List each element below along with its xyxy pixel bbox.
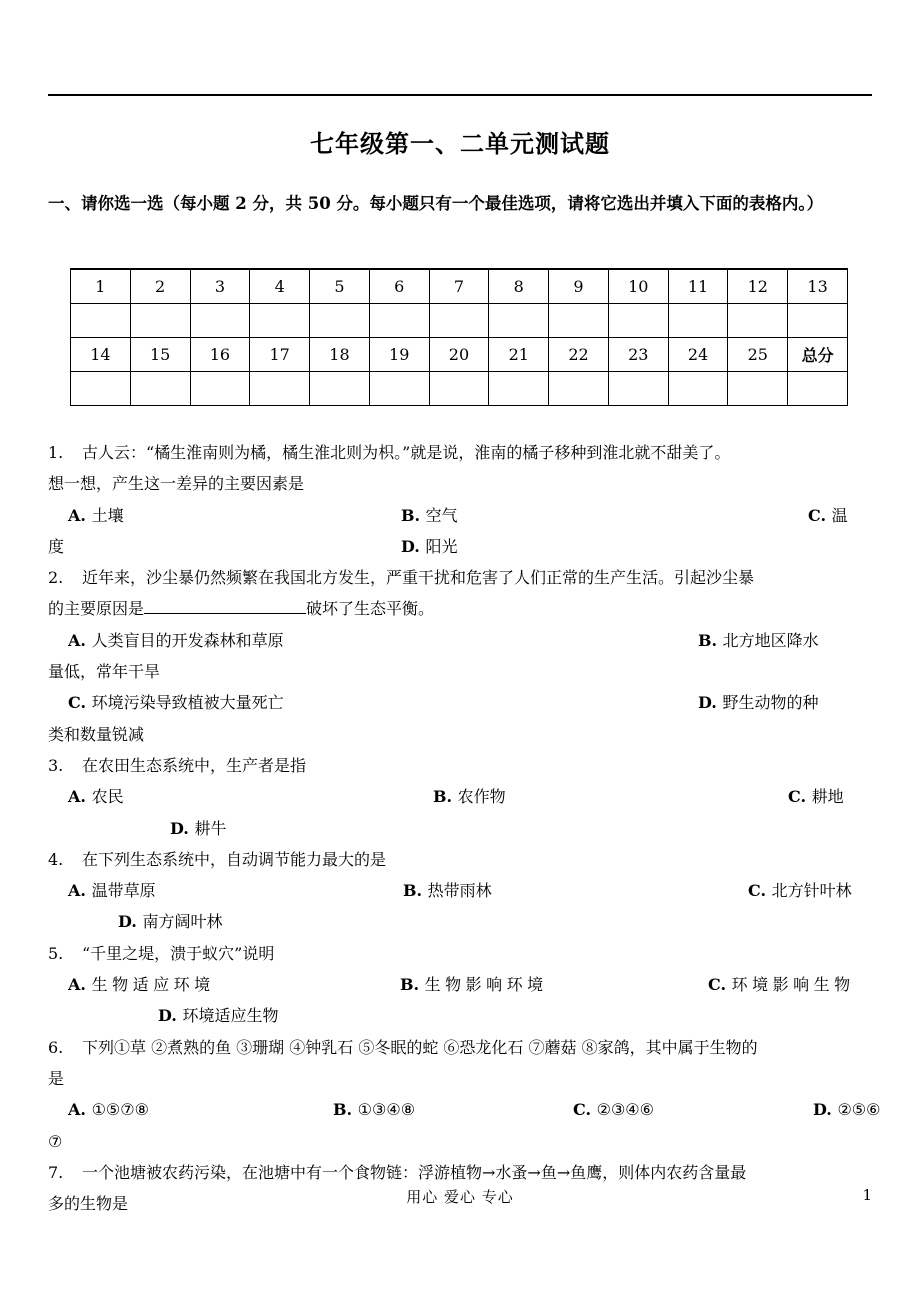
answer-cell[interactable] [549,304,609,338]
answer-cell[interactable] [788,372,848,406]
table-cell: 1 [71,269,131,304]
answer-cell[interactable] [429,304,489,338]
question-6-stem [48,1032,876,1063]
answer-cell[interactable] [250,372,310,406]
question-3-options-row1 [48,781,876,812]
footer-motto: 用心 爱心 专心 [406,1188,514,1206]
question-4-stem-line1: 在下列生态系统中，自动调节能力最大的是 [82,849,387,869]
question-5-option-c[interactable]: C. 环境影响生物 [708,975,855,995]
answer-sheet-table [70,268,848,406]
section-intro: 一、请你选一选（每小题 2 分，共 50 分。每小题只有一个最佳选项，请将它选出并填入下面的表格内。） [48,194,824,213]
question-2-option-b-continued: 量低，常年干旱 [48,662,161,682]
question-1-option-c[interactable]: C. 温 [808,505,848,525]
answer-cell[interactable] [549,372,609,406]
question-3-stem [48,750,876,781]
question-3 [48,750,876,844]
page-footer [0,1186,920,1212]
header-rule [48,94,872,96]
question-5-stem [48,938,876,969]
table-cell: 2 [130,269,190,304]
table-cell: 11 [668,269,728,304]
question-2-option-d[interactable]: D. 野生动物的种 [698,693,819,713]
table-cell: 21 [489,338,549,372]
question-1-stem-line2: 想一想，产生这一差异的主要因素是 [48,474,305,494]
question-6-stem-line2: 是 [48,1068,65,1088]
answer-cell[interactable] [728,372,788,406]
question-7-stem [48,1157,876,1188]
question-5-options-row1 [48,969,876,1000]
answer-cell[interactable] [369,304,429,338]
question-2-options-row1 [48,625,876,656]
table-cell: 3 [190,269,250,304]
question-2-option-b[interactable]: B. 北方地区降水 [698,630,819,650]
question-1-options-row2 [48,531,876,562]
question-4-option-b[interactable]: B. 热带雨林 [403,881,492,901]
questions-container [48,437,881,1219]
table-cell: 7 [429,269,489,304]
table-row [71,269,848,304]
table-cell: 23 [608,338,668,372]
footer-page-number: 1 [862,1186,872,1204]
question-2-stem [48,562,876,593]
answer-cell[interactable] [788,304,848,338]
table-cell: 8 [489,269,549,304]
question-6-option-d[interactable]: D. ②⑤⑥ [813,1100,881,1120]
question-3-option-a[interactable]: A. 农民 [68,787,124,807]
question-4-options-row2 [48,906,876,937]
table-row [71,372,848,406]
question-1-stem-line1: 古人云：“橘生淮南则为橘，橘生淮北则为枳。”就是说，淮南的橘子移种到淮北就不甜美了。 [82,443,731,462]
question-7-stem-line2: 多的生物是 [48,1194,129,1214]
question-2-fill-blank[interactable] [144,597,306,615]
table-cell: 25 [728,338,788,372]
answer-cell[interactable] [310,372,370,406]
question-3-options-row2 [48,813,876,844]
question-5-option-b[interactable]: B. 生物影响环境 [400,975,548,995]
table-row [71,304,848,338]
question-3-option-b[interactable]: B. 农作物 [433,787,506,807]
answer-cell[interactable] [608,372,668,406]
answer-cell[interactable] [71,304,131,338]
table-cell: 17 [250,338,310,372]
question-6 [48,1032,881,1157]
question-5-option-d[interactable]: D. 环境适应生物 [158,1006,279,1026]
question-2 [48,562,876,750]
question-6-option-d-continued: ⑦ [48,1131,63,1151]
question-3-number: 3. [48,755,64,775]
question-1-stem [48,437,876,468]
question-2-stem-line2-b: 破坏了生态平衡。 [306,599,435,619]
question-7-stem-line1: 一个池塘被农药污染，在池塘中有一个食物链：浮游植物→水蚤→鱼→鱼鹰，则体内农药含量最 [82,1162,747,1182]
question-1-options-row1 [48,500,876,531]
table-cell: 13 [788,269,848,304]
table-cell: 6 [369,269,429,304]
table-row [71,338,848,372]
answer-cell[interactable] [71,372,131,406]
question-4-stem [48,844,876,875]
question-3-option-c[interactable]: C. 耕地 [788,787,844,807]
question-6-stem-line1: 下列①草 ②煮熟的鱼 ③珊瑚 ④钟乳石 ⑤冬眠的蛇 ⑥恐龙化石 ⑦蘑菇 ⑧家鸽，其中属于生物的 [82,1037,758,1057]
answer-cell[interactable] [190,372,250,406]
question-4 [48,844,876,938]
question-4-option-d[interactable]: D. 南方阔叶林 [118,912,223,932]
answer-cell[interactable] [728,304,788,338]
question-3-stem-line1: 在农田生态系统中，生产者是指 [82,755,307,775]
table-cell: 5 [310,269,370,304]
question-6-option-c[interactable]: C. ②③④⑥ [573,1100,654,1120]
table-cell: 14 [71,338,131,372]
answer-cell[interactable] [310,304,370,338]
answer-cell[interactable] [489,304,549,338]
answer-cell[interactable] [608,304,668,338]
question-1-option-d[interactable]: D. 阳光 [401,536,458,556]
question-4-number: 4. [48,849,64,869]
question-1 [48,437,876,562]
question-2-stem-line1: 近年来，沙尘暴仍然频繁在我国北方发生，严重干扰和危害了人们正常的生产生活。引起沙尘暴 [82,568,755,588]
question-5-options-row2 [48,1000,876,1031]
question-6-number: 6. [48,1037,64,1057]
question-5-stem-line1: “千里之堤，溃于蚁穴”说明 [82,943,275,963]
question-2-options-row2 [48,687,876,718]
table-cell: 4 [250,269,310,304]
answer-cell[interactable] [190,304,250,338]
table-cell: 22 [549,338,609,372]
question-6-options-row1 [48,1094,881,1125]
question-5-number: 5. [48,943,64,963]
answer-cell[interactable] [668,304,728,338]
table-cell: 12 [728,269,788,304]
table-cell: 16 [190,338,250,372]
question-1-number: 1. [48,443,64,462]
question-5 [48,938,876,1032]
table-cell: 19 [369,338,429,372]
answer-cell[interactable] [130,372,190,406]
question-7-number: 7. [48,1162,64,1182]
question-2-option-c[interactable]: C. 环境污染导致植被大量死亡 [68,693,284,713]
question-6-option-b[interactable]: B. ①③④⑧ [333,1100,416,1120]
question-1-option-a[interactable]: A. 土壤 [68,505,124,525]
page-title: 七年级第一、二单元测试题 [310,129,610,158]
question-2-option-a[interactable]: A. 人类盲目的开发森林和草原 [68,630,284,650]
table-cell: 10 [608,269,668,304]
answer-cell[interactable] [250,304,310,338]
answer-cell[interactable] [668,372,728,406]
question-1-option-b[interactable]: B. 空气 [401,505,458,525]
answer-cell[interactable] [130,304,190,338]
question-5-option-a[interactable]: A. 生物适应环境 [68,975,215,995]
answer-cell[interactable] [429,372,489,406]
question-2-stem-line2-a: 的主要原因是 [48,599,145,619]
table-cell: 20 [429,338,489,372]
question-4-options-row1 [48,875,876,906]
table-cell: 24 [668,338,728,372]
question-2-number: 2. [48,568,64,588]
answer-cell[interactable] [489,372,549,406]
question-2-option-d-continued: 类和数量锐减 [48,724,145,744]
question-2-stem-line2 [48,593,876,624]
question-6-option-a[interactable]: A. ①⑤⑦⑧ [68,1100,149,1120]
question-4-option-a[interactable]: A. 温带草原 [68,881,156,901]
table-cell-total: 总分 [788,338,848,372]
table-cell: 9 [549,269,609,304]
table-cell: 18 [310,338,370,372]
answer-cell[interactable] [369,372,429,406]
question-3-option-d[interactable]: D. 耕牛 [170,818,227,838]
question-1-option-c-continued: 度 [48,536,65,556]
question-4-option-c[interactable]: C. 北方针叶林 [748,881,852,901]
table-cell: 15 [130,338,190,372]
